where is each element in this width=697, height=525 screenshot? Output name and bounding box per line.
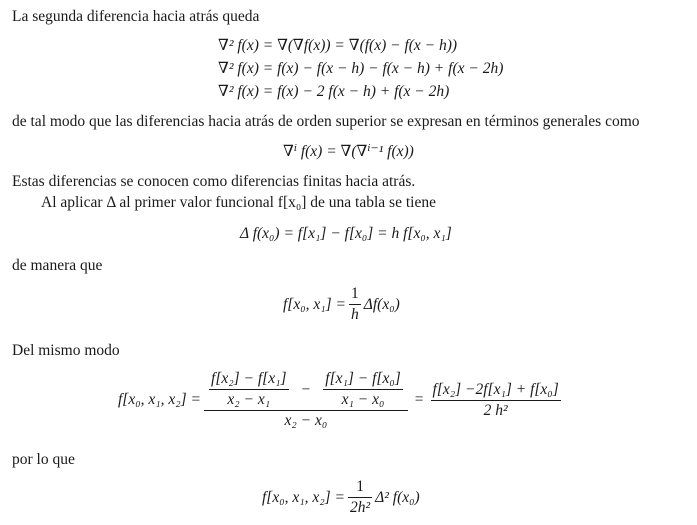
eq-second-inner2 [323,369,403,410]
apply-text: Al aplicar Δ al primer valor funcional f[x₀] de una tabla se tiene [41,194,436,211]
eq-second-inner1 [209,369,289,410]
eq-first-num: 1 [351,285,359,302]
final-divided-difference-eq [262,477,420,518]
eq-second-equals: = [414,391,424,408]
eq-first-fraction [349,284,361,325]
eq-final-lhs: f[x₀, x₁, x₂] = [262,488,346,506]
general-eq: ∇ⁱ f(x) = ∇(∇ⁱ⁻¹ f(x)) [283,143,414,160]
eq-second-minus: − [301,380,311,398]
eq-final-fraction [348,477,372,518]
first-divided-difference-eq [283,284,400,325]
eq-final-num: 1 [356,478,364,495]
eq-second-inner1-den: x₂ − x₁ [227,391,271,408]
eq-first-rhs: Δf(x₀) [363,295,400,313]
eq-second-rhs-num: f[x₂] −2f[x₁] + f[x₀] [432,380,559,398]
second-difference-eq-2: ∇² f(x) = f(x) − f(x − h) − f(x − h) + f(x − 2h) [218,60,504,77]
eq-second-lhs: f[x₀, x₁, x₂] = [118,391,202,408]
eq-second-inner1-num: f[x₂] − f[x₁] [211,370,287,387]
second-difference-eq-3: ∇² f(x) = f(x) − 2 f(x − h) + f(x − 2h) [218,83,450,100]
same-text: Del mismo modo [12,342,120,359]
therefore-text: por lo que [12,451,75,468]
general-text: de tal modo que las diferencias hacia atrás de orden superior se expresan en términos generales como [12,113,640,130]
eq-second-rhs-fraction [431,380,561,421]
eq-second-rhs-den: 2 h² [483,401,508,419]
delta-eq: Δ f(x₀) = f[x₁] − f[x₀] = h f[x₀, x₁] [240,225,452,242]
intro-text: La segunda diferencia hacia atrás queda [12,8,260,25]
manner-text: de manera que [12,257,103,274]
eq-second-outer-den: x₂ − x₀ [284,412,328,429]
eq-second-inner2-num: f[x₁] − f[x₀] [325,370,401,387]
eq-final-den: 2h² [350,499,371,516]
eq-second-outer-num [204,369,408,410]
eq-second-inner2-den: x₁ − x₀ [341,391,385,408]
finite-text: Estas diferencias se conocen como diferencias finitas hacia atrás. [12,173,416,190]
eq-second-outer-fraction [204,369,408,431]
eq-first-lhs: f[x₀, x₁] = [283,295,346,313]
second-divided-difference-eq [118,369,564,431]
second-difference-eq-1: ∇² f(x) = ∇(∇f(x)) = ∇(f(x) − f(x − h)) [218,37,458,54]
eq-first-den: h [351,306,359,323]
eq-final-rhs: Δ² f(x₀) [375,488,420,506]
